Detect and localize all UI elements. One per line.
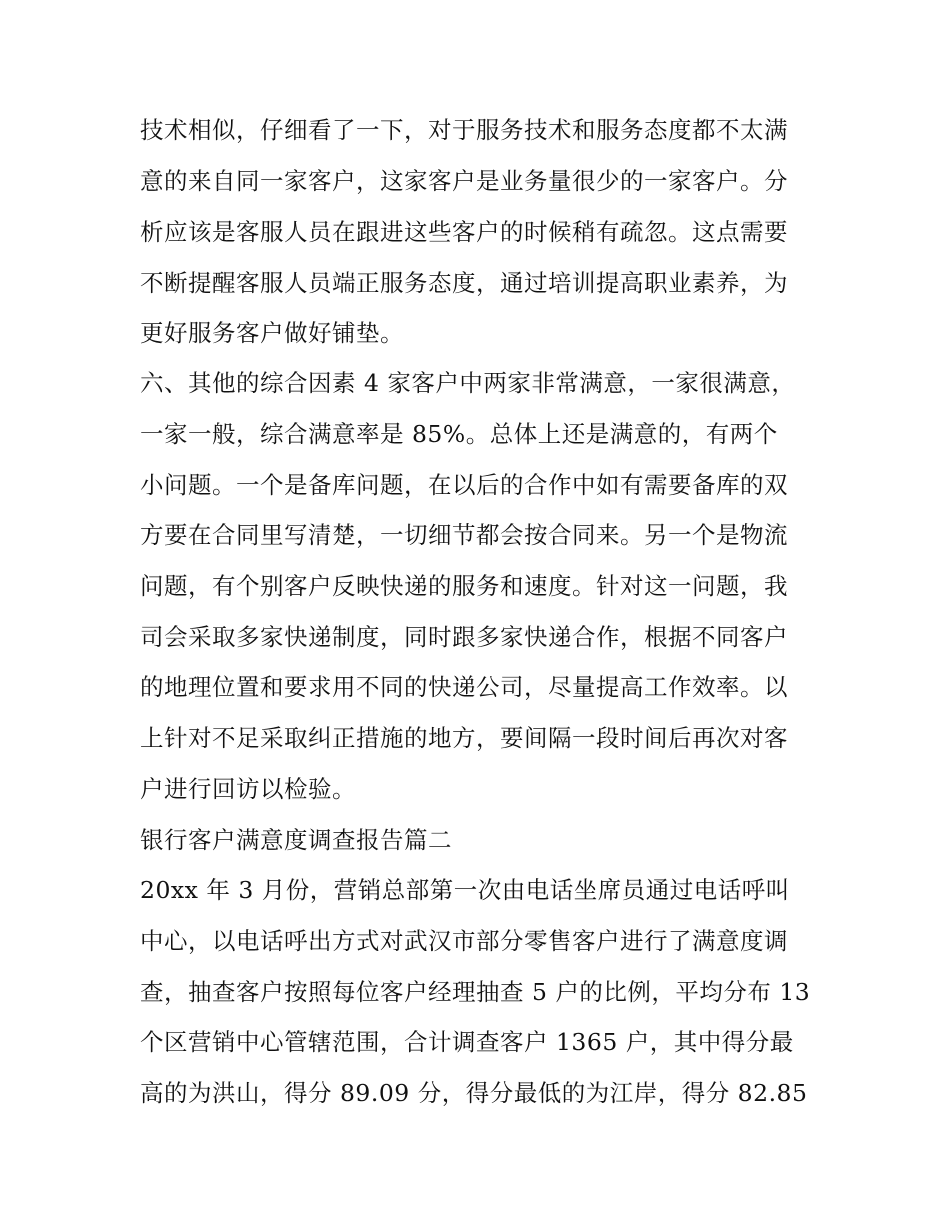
text-line: 析应该是客服人员在跟进这些客户的时候稍有疏忽。这点需要: [140, 218, 788, 246]
text-line: 技术相似，仔细看了一下，对于服务技术和服务态度都不太满: [140, 116, 788, 144]
text-line: 意的来自同一家客户，这家客户是业务量很少的一家客户。分: [140, 167, 788, 195]
text-line: 20xx 年 3 月份，营销总部第一次由电话坐席员通过电话呼叫: [140, 876, 790, 904]
text-line: 中心，以电话呼出方式对武汉市部分零售客户进行了满意度调: [140, 927, 788, 955]
text-line: 上针对不足采取纠正措施的地方，要间隔一段时间后再次对客: [140, 724, 788, 752]
text-line: 查，抽查客户按照每位客户经理抽查 5 户的比例，平均分布 13: [140, 978, 811, 1006]
text-line: 小问题。一个是备库问题，在以后的合作中如有需要备库的双: [140, 471, 788, 499]
section-heading: 银行客户满意度调查报告篇二: [140, 826, 452, 854]
text-line: 户进行回访以检验。: [140, 775, 356, 803]
text-line: 问题，有个别客户反映快递的服务和速度。针对这一问题，我: [140, 572, 788, 600]
text-line: 的地理位置和要求用不同的快递公司，尽量提高工作效率。以: [140, 673, 788, 701]
text-line: 司会采取多家快递制度，同时跟多家快递合作，根据不同客户: [140, 623, 788, 651]
text-line: 不断提醒客服人员端正服务态度，通过培训提高职业素养，为: [140, 269, 788, 297]
text-line: 方要在合同里写清楚，一切细节都会按合同来。另一个是物流: [140, 521, 788, 549]
text-line: 高的为洪山，得分 89.09 分，得分最低的为江岸，得分 82.85: [140, 1079, 808, 1107]
text-line: 更好服务客户做好铺垫。: [140, 319, 404, 347]
text-line: 一家一般，综合满意率是 85%。总体上还是满意的，有两个: [140, 420, 778, 448]
text-line: 个区营销中心管辖范围，合计调查客户 1365 户，其中得分最: [140, 1028, 794, 1056]
text-line: 六、其他的综合因素 4 家客户中两家非常满意，一家很满意，: [140, 369, 796, 397]
